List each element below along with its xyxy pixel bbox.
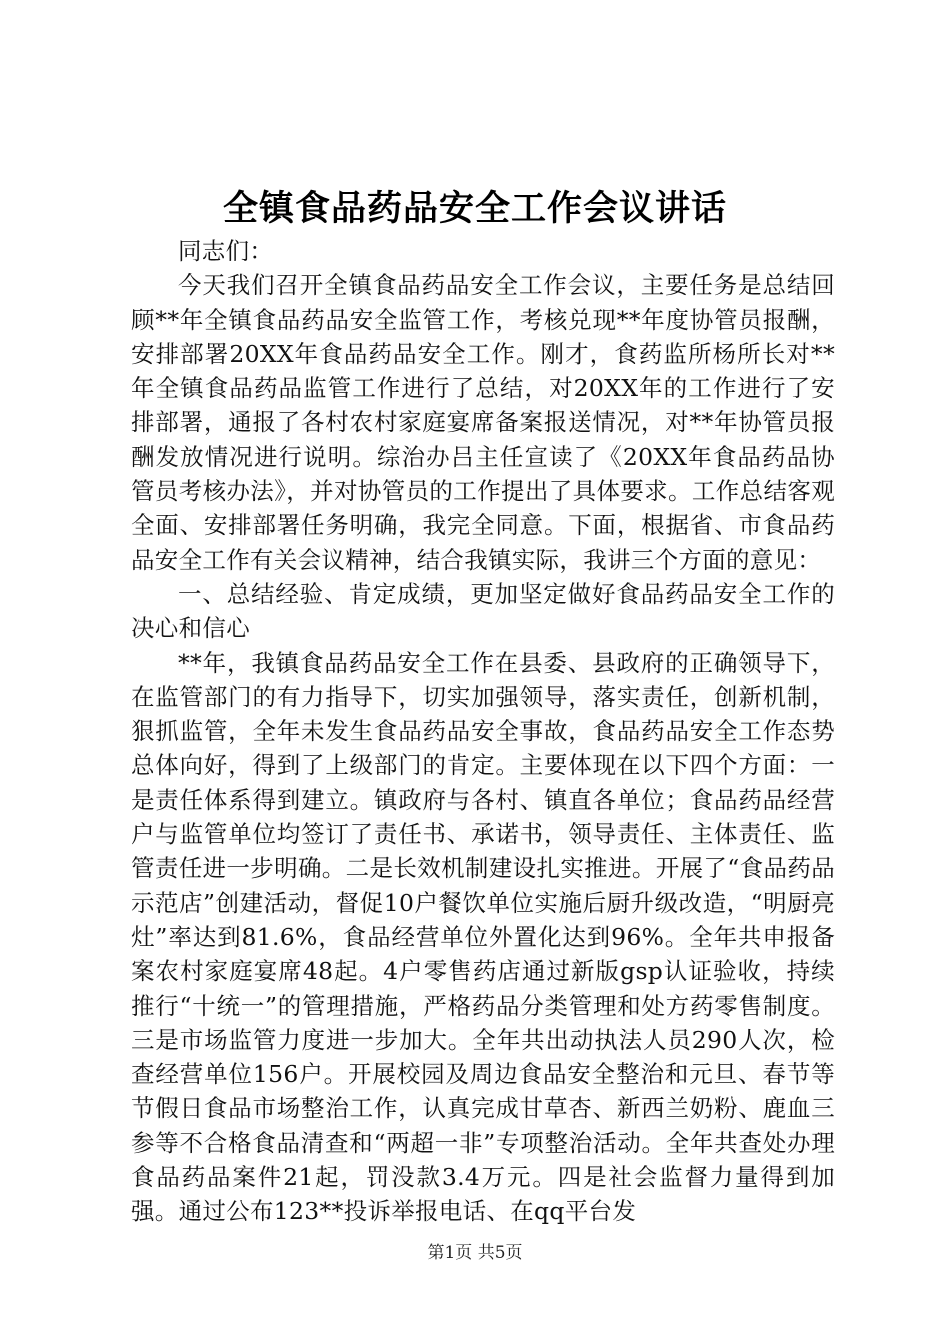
salutation: 同志们： [178, 237, 274, 265]
body-paragraph: 今天我们召开全镇食品药品安全工作会议，主要任务是总结回顾**年全镇食品药品安全监管工作，考核兑现**年度协管员报酬，安排部署20XX年食品药品安全工作。刚才，食药监所杨所长对**年全镇食品药品监管工作进行了总结，对20XX年的工作进行了安排部署，通报了各村农村家庭宴席备案报送情况，对**年协管员报酬发放情况进行说明。综治办吕主任宣读了《20XX年食品药品协管员考核办法》，并对协管员的工作提出了具体要求。工作总结客观全面、安排部署任务明确，我完全同意。下面，根据省、市食品药品安全工作有关会议精神，结合我镇实际，我讲三个方面的意见： [131, 271, 835, 574]
document-body [131, 234, 835, 1229]
page-number: 第1页 共5页 [427, 1243, 523, 1263]
body-paragraph: **年，我镇食品药品安全工作在县委、县政府的正确领导下，在监管部门的有力指导下，切实加强领导，落实责任，创新机制，狠抓监管，全年未发生食品药品安全事故，食品药品安全工作态势总体向好，得到了上级部门的肯定。主要体现在以下四个方面：一是责任体系得到建立。镇政府与各村、镇直各单位；食品药品经营户与监管单位均签订了责任书、承诺书，领导责任、主体责任、监管责任进一步明确。二是长效机制建设扎实推进。开展了“食品药品示范店”创建活动，督促10户餐饮单位实施后厨升级改造，“明厨亮灶”率达到81.6%，食品经营单位外置化达到96%。全年共申报备案农村家庭宴席48起。4户零售药店通过新版gsp认证验收，持续推行“十统一”的管理措施，严格药品分类管理和处方药零售制度。三是市场监管力度进一步加大。全年共出动执法人员290人次，检查经营单位156户。开展校园及周边食品安全整治和元旦、春节等节假日食品市场整治工作，认真完成甘草杏、新西兰奶粉、鹿血三参等不合格食品清查和“两超一非”专项整治活动。全年共查处办理食品药品案件21起，罚没款3.4万元。四是社会监督力量得到加强。通过公布123**投诉举报电话、在qq平台发 [131, 648, 835, 1226]
section-heading: 一、总结经验、肯定成绩，更加坚定做好食品药品安全工作的决心和信心 [131, 579, 835, 643]
document-title: 全镇食品药品安全工作会议讲话 [222, 189, 727, 229]
